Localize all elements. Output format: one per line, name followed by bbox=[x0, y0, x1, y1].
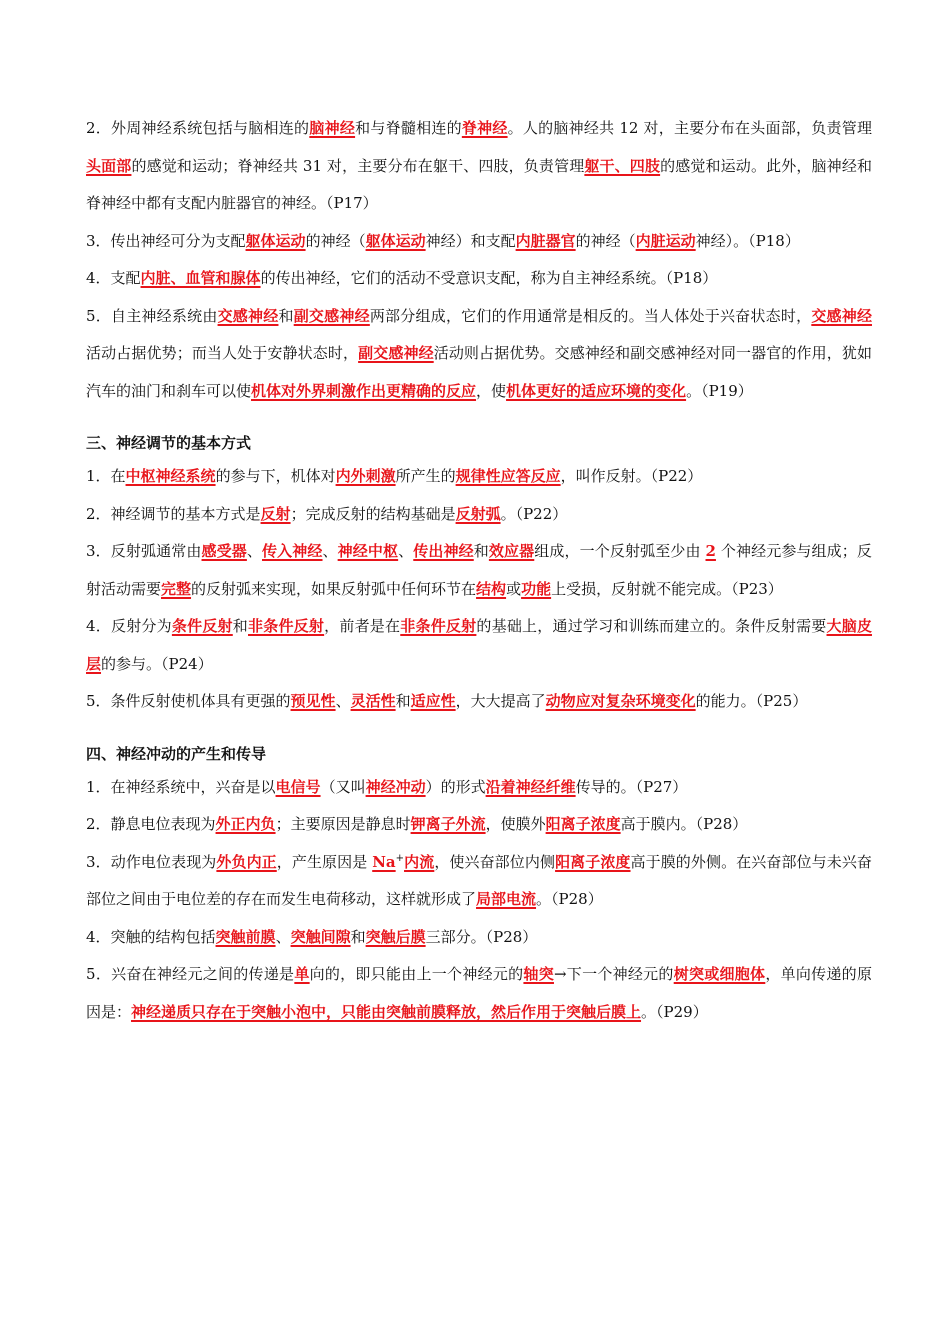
numbered-point bbox=[86, 919, 872, 957]
text-run: 高于膜的外侧。在兴奋部位与未兴奋部位之间由于电位差的存在而发生电荷移动，这样就形成了 bbox=[86, 852, 872, 908]
key-term-answer: 反射 bbox=[260, 504, 291, 523]
key-term-answer: 副交感神经 bbox=[358, 344, 434, 362]
text-run: 的参与。（P24） bbox=[101, 654, 213, 673]
key-term-answer: 完整 bbox=[161, 579, 192, 598]
text-run: 。（P22） bbox=[500, 504, 568, 523]
text-run: 神经）。（P18） bbox=[695, 231, 800, 250]
key-term-answer: 钾离子外流 bbox=[410, 815, 486, 833]
text-run: 活动占据优势；而当人处于安静状态时， bbox=[86, 344, 359, 362]
numbered-point bbox=[86, 956, 872, 1031]
key-term-answer: 效应器 bbox=[488, 542, 535, 560]
key-term-answer: 躯体运动 bbox=[245, 231, 306, 250]
text-run: 活动则占据优势。交感神经和副交感神经对同一器官的作用，犹如汽车的油门和刹车可以使 bbox=[86, 344, 872, 400]
text-run: 。（P28） bbox=[536, 890, 603, 908]
superscript-charge: + bbox=[395, 852, 405, 864]
text-run: 个神经元参与组成；反射活动需要 bbox=[86, 542, 872, 598]
key-term-answer: 沿着神经纤维 bbox=[485, 777, 576, 796]
key-term-answer: 功能 bbox=[521, 579, 552, 598]
key-term-answer: 电信号 bbox=[275, 777, 321, 796]
text-run: 的能力。（P25） bbox=[695, 692, 808, 710]
key-term-answer: 神经递质只存在于突触小泡中，只能由突触前膜释放，然后作用于突触后膜上 bbox=[131, 1002, 642, 1021]
key-term-answer: 交感神经 bbox=[217, 306, 279, 325]
text-run: 三部分。（P28） bbox=[425, 927, 538, 946]
key-term-answer: Na bbox=[372, 852, 396, 871]
numbered-point bbox=[86, 458, 872, 496]
key-term-answer: 结构 bbox=[476, 579, 507, 598]
key-term-answer: 神经中枢 bbox=[337, 542, 399, 560]
text-run: 4．突触的结构包括 bbox=[86, 927, 216, 946]
text-run: 1．在 bbox=[86, 467, 126, 485]
text-run: 5．条件反射使机体具有更强的 bbox=[86, 692, 291, 710]
key-term-answer: 2 bbox=[705, 542, 716, 560]
key-term-answer: 内脏、血管和腺体 bbox=[140, 269, 261, 287]
numbered-point bbox=[86, 683, 872, 721]
text-run: 和 bbox=[278, 306, 294, 325]
key-term-answer: 非条件反射 bbox=[248, 617, 325, 635]
key-term-answer: 头面部 bbox=[86, 156, 132, 175]
key-term-answer: 内脏器官 bbox=[515, 231, 576, 250]
key-term-answer: 脊神经 bbox=[461, 119, 508, 137]
key-term-answer: 突触后膜 bbox=[365, 927, 426, 946]
key-term-answer: 交感神经 bbox=[811, 306, 872, 325]
numbered-point bbox=[86, 260, 872, 298]
text-run: 和 bbox=[232, 617, 249, 635]
section-heading: 四、神经冲动的产生和传导 bbox=[86, 744, 267, 763]
numbered-point bbox=[86, 844, 872, 919]
text-run: 。（P19） bbox=[686, 381, 753, 400]
text-run: ，使膜外 bbox=[485, 815, 546, 833]
text-run: 、 bbox=[335, 692, 351, 710]
text-run: 的参与下，机体对 bbox=[215, 467, 336, 485]
text-run: 的基础上，通过学习和训练而建立的。条件反射需要 bbox=[476, 617, 827, 635]
section-spacer bbox=[86, 721, 872, 739]
text-run: 组成，一个反射弧至少由 bbox=[534, 542, 706, 560]
text-run: 、 bbox=[322, 542, 338, 560]
text-run: 和 bbox=[473, 542, 489, 560]
text-run: 和 bbox=[350, 927, 366, 946]
numbered-point bbox=[86, 806, 872, 844]
text-run: 所产生的 bbox=[395, 467, 456, 485]
text-run: ，使兴奋部位内侧 bbox=[434, 852, 556, 871]
key-term-answer: 内外刺激 bbox=[335, 467, 396, 485]
text-run: ；完成反射的结构基础是 bbox=[290, 504, 456, 523]
text-run: 高于膜内。（P28） bbox=[620, 815, 748, 833]
text-run: ，叫作反射。（P22） bbox=[560, 467, 703, 485]
key-term-answer: 脑神经 bbox=[309, 119, 356, 137]
text-run: 2．静息电位表现为 bbox=[86, 815, 216, 833]
text-run: 、 bbox=[246, 542, 263, 560]
key-term-answer: 预见性 bbox=[290, 692, 336, 710]
text-run: 2．外周神经系统包括与脑相连的 bbox=[86, 119, 310, 137]
text-run: 的感觉和运动。此外，脑神经和脊神经中都有支配内脏器官的神经。（P17） bbox=[86, 156, 872, 212]
text-run: 的反射弧来实现，如果反射弧中任何环节在 bbox=[191, 579, 477, 598]
key-term-answer: 内流 bbox=[404, 852, 435, 871]
key-term-answer: 副交感神经 bbox=[293, 306, 370, 325]
text-run: 向的，即只能由上一个神经元的 bbox=[309, 965, 524, 983]
text-run: 。（P29） bbox=[641, 1002, 708, 1021]
section-spacer bbox=[86, 410, 872, 428]
key-term-answer: 动物应对复杂环境变化 bbox=[545, 692, 696, 710]
key-term-answer: 轴突 bbox=[523, 965, 554, 983]
key-term-answer: 外正内负 bbox=[215, 815, 276, 833]
text-run: 神经）和支配 bbox=[425, 231, 516, 250]
text-run: ，前者是在 bbox=[324, 617, 401, 635]
text-run: ，产生原因是 bbox=[276, 852, 373, 871]
text-run: 两部分组成，它们的作用通常是相反的。当人体处于兴奋状态时， bbox=[369, 306, 812, 325]
text-run: 3．动作电位表现为 bbox=[86, 852, 217, 871]
key-term-answer: 外负内正 bbox=[216, 852, 277, 871]
text-run: 。人的脑神经共 12 对，主要分布在头面部，负责管理 bbox=[507, 119, 872, 137]
text-run: 和与脊髓相连的 bbox=[355, 119, 462, 137]
key-term-answer: 感受器 bbox=[201, 542, 247, 560]
key-term-answer: 灵活性 bbox=[350, 692, 396, 710]
numbered-point bbox=[86, 533, 872, 608]
key-term-answer: 突触间隙 bbox=[290, 927, 351, 946]
key-term-answer: 传入神经 bbox=[262, 542, 323, 560]
text-run: 4．支配 bbox=[86, 269, 141, 287]
key-term-answer: 阳离子浓度 bbox=[545, 815, 621, 833]
key-term-answer: 非条件反射 bbox=[400, 617, 477, 635]
key-term-answer: 反射弧 bbox=[455, 504, 501, 523]
numbered-point bbox=[86, 769, 872, 807]
text-run: 2．神经调节的基本方式是 bbox=[86, 504, 261, 523]
text-run: 5．兴奋在神经元之间的传递是 bbox=[86, 965, 295, 983]
key-term-answer: 中枢神经系统 bbox=[125, 467, 216, 485]
text-run: 3．传出神经可分为支配 bbox=[86, 231, 246, 250]
text-run: 的神经（ bbox=[305, 231, 366, 250]
key-term-answer: 躯干、四肢 bbox=[584, 156, 661, 175]
text-run: →下一个神经元的 bbox=[553, 965, 674, 983]
key-term-answer: 树突或细胞体 bbox=[673, 965, 766, 983]
text-run: 和 bbox=[395, 692, 411, 710]
text-run: ，大大提高了 bbox=[455, 692, 546, 710]
text-run: 的传出神经，它们的活动不受意识支配，称为自主神经系统。（P18） bbox=[260, 269, 718, 287]
key-term-answer: 传出神经 bbox=[413, 542, 474, 560]
numbered-point bbox=[86, 298, 872, 411]
text-run: 、 bbox=[398, 542, 414, 560]
key-term-answer: 局部电流 bbox=[476, 890, 537, 908]
numbered-point bbox=[86, 608, 872, 683]
key-term-answer: 突触前膜 bbox=[215, 927, 276, 946]
text-run: 上受损，反射就不能完成。（P23） bbox=[551, 579, 783, 598]
text-run: 或 bbox=[506, 579, 522, 598]
key-term-answer: 躯体运动 bbox=[365, 231, 426, 250]
key-term-answer: 阳离子浓度 bbox=[555, 852, 631, 871]
key-term-answer: 适应性 bbox=[410, 692, 456, 710]
section-heading: 三、神经调节的基本方式 bbox=[86, 434, 252, 452]
text-run: 传导的。（P27） bbox=[575, 777, 688, 796]
text-run: （又叫 bbox=[320, 777, 366, 796]
text-run: 、 bbox=[275, 927, 291, 946]
text-run: 的神经（ bbox=[575, 231, 636, 250]
key-term-answer: 内脏运动 bbox=[635, 231, 696, 250]
text-run: ，单向传递的原因是： bbox=[86, 965, 872, 1021]
key-term-answer: 条件反射 bbox=[171, 617, 233, 635]
text-run: 3．反射弧通常由 bbox=[86, 542, 202, 560]
key-term-answer: 大脑皮层 bbox=[86, 617, 872, 673]
text-run: 4．反射分为 bbox=[86, 617, 172, 635]
numbered-point bbox=[86, 496, 872, 534]
key-term-answer: 单 bbox=[294, 965, 310, 983]
key-term-answer: 机体对外界刺激作出更精确的反应 bbox=[251, 381, 477, 400]
key-term-answer: 规律性应答反应 bbox=[455, 467, 561, 485]
numbered-point bbox=[86, 223, 872, 261]
text-run: 1．在神经系统中，兴奋是以 bbox=[86, 777, 276, 796]
text-run: 的感觉和运动；脊神经共 31 对，主要分布在躯干、四肢，负责管理 bbox=[131, 156, 585, 175]
text-run: ）的形式 bbox=[425, 777, 486, 796]
key-term-answer: 神经冲动 bbox=[365, 777, 426, 796]
text-run: 5．自主神经系统由 bbox=[86, 306, 218, 325]
text-run: ，使 bbox=[476, 381, 507, 400]
text-run: ；主要原因是静息时 bbox=[275, 815, 411, 833]
numbered-point bbox=[86, 110, 872, 223]
key-term-answer: 机体更好的适应环境的变化 bbox=[506, 381, 687, 400]
